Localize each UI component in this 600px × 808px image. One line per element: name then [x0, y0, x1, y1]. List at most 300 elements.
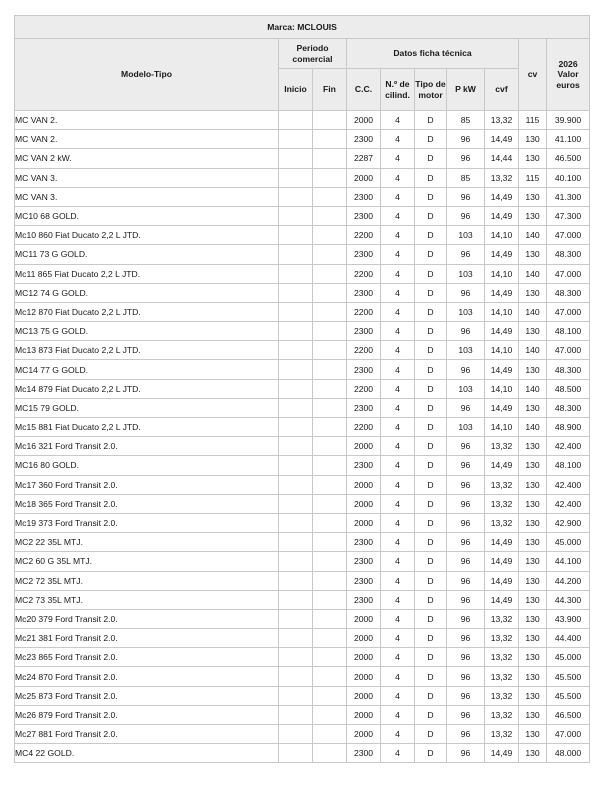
cylinders-cell: 4	[381, 418, 415, 437]
cc-cell: 2300	[347, 130, 381, 149]
engine-type-cell: D	[415, 168, 447, 187]
cylinders-cell: 4	[381, 111, 415, 130]
power-kw-cell: 96	[447, 705, 485, 724]
cylinders-cell: 4	[381, 206, 415, 225]
engine-type-cell: D	[415, 494, 447, 513]
cvf-cell: 14,10	[485, 418, 519, 437]
cylinders-cell: 4	[381, 533, 415, 552]
cv-cell: 130	[519, 245, 547, 264]
engine-type-cell: D	[415, 590, 447, 609]
cc-cell: 2000	[347, 609, 381, 628]
cc-cell: 2000	[347, 494, 381, 513]
end-cell	[313, 302, 347, 321]
power-kw-cell: 96	[447, 130, 485, 149]
cc-cell: 2300	[347, 322, 381, 341]
value-cell: 48.300	[547, 360, 590, 379]
cvf-cell: 13,32	[485, 725, 519, 744]
table-row	[15, 629, 590, 648]
power-kw-cell: 96	[447, 629, 485, 648]
power-kw-cell: 96	[447, 245, 485, 264]
end-cell	[313, 571, 347, 590]
cylinders-cell: 4	[381, 149, 415, 168]
table-row	[15, 130, 590, 149]
model-cell: MC2 73 35L MTJ.	[15, 590, 279, 609]
model-cell: MC10 68 GOLD.	[15, 206, 279, 225]
table-body	[15, 111, 590, 763]
cvf-cell: 14,49	[485, 744, 519, 763]
cylinders-cell: 4	[381, 226, 415, 245]
power-kw-cell: 103	[447, 264, 485, 283]
cylinders-cell: 4	[381, 168, 415, 187]
end-cell	[313, 187, 347, 206]
engine-type-cell: D	[415, 475, 447, 494]
power-kw-cell: 96	[447, 360, 485, 379]
cc-cell: 2300	[347, 398, 381, 417]
start-cell	[279, 571, 313, 590]
value-cell: 48.300	[547, 398, 590, 417]
cc-cell: 2000	[347, 686, 381, 705]
cylinders-cell: 4	[381, 398, 415, 417]
engine-type-cell: D	[415, 130, 447, 149]
table-row	[15, 245, 590, 264]
engine-type-cell: D	[415, 245, 447, 264]
cv-cell: 140	[519, 226, 547, 245]
cc-cell: 2300	[347, 533, 381, 552]
cc-cell: 2300	[347, 360, 381, 379]
cylinders-cell: 4	[381, 571, 415, 590]
start-cell	[279, 513, 313, 532]
cv-cell: 130	[519, 552, 547, 571]
cvf-cell: 14,44	[485, 149, 519, 168]
cvf-cell: 14,49	[485, 571, 519, 590]
cvf-cell: 13,32	[485, 648, 519, 667]
value-cell: 46.500	[547, 149, 590, 168]
header-engine-type: Tipo de motor	[415, 69, 447, 111]
value-cell: 48.100	[547, 322, 590, 341]
cc-cell: 2000	[347, 437, 381, 456]
end-cell	[313, 552, 347, 571]
start-cell	[279, 494, 313, 513]
start-cell	[279, 705, 313, 724]
start-cell	[279, 245, 313, 264]
cvf-cell: 14,49	[485, 206, 519, 225]
header-cylinders: N.º de cilind.	[381, 69, 415, 111]
model-cell: Mc20 379 Ford Transit 2.0.	[15, 609, 279, 628]
value-cell: 45.500	[547, 667, 590, 686]
engine-type-cell: D	[415, 341, 447, 360]
cvf-cell: 14,49	[485, 590, 519, 609]
table-row	[15, 418, 590, 437]
cvf-cell: 14,49	[485, 245, 519, 264]
start-cell	[279, 111, 313, 130]
cc-cell: 2300	[347, 571, 381, 590]
table-row	[15, 302, 590, 321]
start-cell	[279, 475, 313, 494]
table-row	[15, 149, 590, 168]
engine-type-cell: D	[415, 283, 447, 302]
cvf-cell: 14,10	[485, 341, 519, 360]
model-cell: Mc15 881 Fiat Ducato 2,2 L JTD.	[15, 418, 279, 437]
model-cell: MC16 80 GOLD.	[15, 456, 279, 475]
table-row	[15, 360, 590, 379]
value-cell: 42.400	[547, 494, 590, 513]
table-row	[15, 513, 590, 532]
table-row	[15, 283, 590, 302]
header-cvf: cvf	[485, 69, 519, 111]
cvf-cell: 14,10	[485, 264, 519, 283]
power-kw-cell: 85	[447, 168, 485, 187]
table-row	[15, 264, 590, 283]
model-cell: MC VAN 2.	[15, 111, 279, 130]
cvf-cell: 14,49	[485, 322, 519, 341]
cvf-cell: 14,49	[485, 552, 519, 571]
model-cell: Mc16 321 Ford Transit 2.0.	[15, 437, 279, 456]
start-cell	[279, 206, 313, 225]
value-cell: 48.100	[547, 456, 590, 475]
end-cell	[313, 168, 347, 187]
value-cell: 47.000	[547, 302, 590, 321]
start-cell	[279, 341, 313, 360]
model-cell: MC2 60 G 35L MTJ.	[15, 552, 279, 571]
cv-cell: 130	[519, 149, 547, 168]
value-cell: 48.000	[547, 744, 590, 763]
cv-cell: 140	[519, 264, 547, 283]
model-cell: Mc13 873 Fiat Ducato 2,2 L JTD.	[15, 341, 279, 360]
power-kw-cell: 103	[447, 418, 485, 437]
engine-type-cell: D	[415, 629, 447, 648]
cylinders-cell: 4	[381, 725, 415, 744]
cvf-cell: 13,32	[485, 609, 519, 628]
power-kw-cell: 103	[447, 302, 485, 321]
end-cell	[313, 744, 347, 763]
cc-cell: 2300	[347, 552, 381, 571]
end-cell	[313, 629, 347, 648]
cvf-cell: 14,10	[485, 302, 519, 321]
cc-cell: 2000	[347, 111, 381, 130]
power-kw-cell: 103	[447, 341, 485, 360]
header-start: Inicio	[279, 69, 313, 111]
power-kw-cell: 96	[447, 648, 485, 667]
cc-cell: 2200	[347, 226, 381, 245]
engine-type-cell: D	[415, 456, 447, 475]
table-row	[15, 168, 590, 187]
cc-cell: 2000	[347, 513, 381, 532]
start-cell	[279, 187, 313, 206]
start-cell	[279, 322, 313, 341]
value-cell: 44.200	[547, 571, 590, 590]
cvf-cell: 13,32	[485, 437, 519, 456]
model-cell: Mc17 360 Ford Transit 2.0.	[15, 475, 279, 494]
cylinders-cell: 4	[381, 686, 415, 705]
end-cell	[313, 609, 347, 628]
value-cell: 48.300	[547, 245, 590, 264]
end-cell	[313, 245, 347, 264]
model-cell: MC14 77 G GOLD.	[15, 360, 279, 379]
end-cell	[313, 264, 347, 283]
table-row	[15, 398, 590, 417]
table-row	[15, 379, 590, 398]
value-cell: 46.500	[547, 705, 590, 724]
cc-cell: 2000	[347, 705, 381, 724]
header-value: 2026 Valor euros	[547, 39, 590, 111]
power-kw-cell: 96	[447, 686, 485, 705]
cvf-cell: 13,32	[485, 168, 519, 187]
end-cell	[313, 456, 347, 475]
power-kw-cell: 96	[447, 206, 485, 225]
cc-cell: 2300	[347, 283, 381, 302]
cv-cell: 130	[519, 648, 547, 667]
end-cell	[313, 533, 347, 552]
table-row	[15, 571, 590, 590]
model-cell: Mc11 865 Fiat Ducato 2,2 L JTD.	[15, 264, 279, 283]
table-row	[15, 437, 590, 456]
cc-cell: 2300	[347, 206, 381, 225]
model-cell: MC11 73 G GOLD.	[15, 245, 279, 264]
cylinders-cell: 4	[381, 322, 415, 341]
table-row	[15, 667, 590, 686]
start-cell	[279, 226, 313, 245]
power-kw-cell: 103	[447, 379, 485, 398]
cc-cell: 2300	[347, 456, 381, 475]
cvf-cell: 14,49	[485, 130, 519, 149]
end-cell	[313, 341, 347, 360]
engine-type-cell: D	[415, 571, 447, 590]
cv-cell: 130	[519, 513, 547, 532]
cv-cell: 130	[519, 629, 547, 648]
cc-cell: 2200	[347, 418, 381, 437]
start-cell	[279, 667, 313, 686]
cc-cell: 2200	[347, 302, 381, 321]
cc-cell: 2000	[347, 629, 381, 648]
start-cell	[279, 149, 313, 168]
start-cell	[279, 456, 313, 475]
table-row	[15, 226, 590, 245]
cvf-cell: 13,32	[485, 494, 519, 513]
engine-type-cell: D	[415, 744, 447, 763]
power-kw-cell: 85	[447, 111, 485, 130]
cylinders-cell: 4	[381, 590, 415, 609]
engine-type-cell: D	[415, 725, 447, 744]
cylinders-cell: 4	[381, 302, 415, 321]
cv-cell: 130	[519, 609, 547, 628]
power-kw-cell: 96	[447, 609, 485, 628]
end-cell	[313, 686, 347, 705]
engine-type-cell: D	[415, 322, 447, 341]
table-row	[15, 533, 590, 552]
value-cell: 44.100	[547, 552, 590, 571]
power-kw-cell: 96	[447, 149, 485, 168]
header-cv: cv	[519, 39, 547, 111]
start-cell	[279, 533, 313, 552]
cv-cell: 130	[519, 725, 547, 744]
start-cell	[279, 744, 313, 763]
end-cell	[313, 322, 347, 341]
value-cell: 47.000	[547, 341, 590, 360]
table-row	[15, 609, 590, 628]
model-cell: MC15 79 GOLD.	[15, 398, 279, 417]
end-cell	[313, 667, 347, 686]
engine-type-cell: D	[415, 437, 447, 456]
model-cell: Mc27 881 Ford Transit 2.0.	[15, 725, 279, 744]
start-cell	[279, 552, 313, 571]
power-kw-cell: 96	[447, 744, 485, 763]
table-row	[15, 725, 590, 744]
vehicle-valuation-table	[14, 15, 590, 763]
header-model: Modelo-Tipo	[15, 39, 279, 111]
cv-cell: 140	[519, 379, 547, 398]
cylinders-cell: 4	[381, 379, 415, 398]
cc-cell: 2287	[347, 149, 381, 168]
cv-cell: 130	[519, 187, 547, 206]
end-cell	[313, 418, 347, 437]
model-cell: MC4 22 GOLD.	[15, 744, 279, 763]
end-cell	[313, 513, 347, 532]
end-cell	[313, 206, 347, 225]
engine-type-cell: D	[415, 379, 447, 398]
cc-cell: 2000	[347, 667, 381, 686]
power-kw-cell: 96	[447, 494, 485, 513]
power-kw-cell: 96	[447, 437, 485, 456]
model-cell: Mc10 860 Fiat Ducato 2,2 L JTD.	[15, 226, 279, 245]
cylinders-cell: 4	[381, 341, 415, 360]
start-cell	[279, 360, 313, 379]
model-cell: Mc19 373 Ford Transit 2.0.	[15, 513, 279, 532]
start-cell	[279, 629, 313, 648]
model-cell: Mc24 870 Ford Transit 2.0.	[15, 667, 279, 686]
cc-cell: 2000	[347, 648, 381, 667]
header-end: Fin	[313, 69, 347, 111]
cylinders-cell: 4	[381, 360, 415, 379]
engine-type-cell: D	[415, 398, 447, 417]
power-kw-cell: 96	[447, 552, 485, 571]
power-kw-cell: 96	[447, 322, 485, 341]
cv-cell: 140	[519, 341, 547, 360]
model-cell: MC13 75 G GOLD.	[15, 322, 279, 341]
power-kw-cell: 103	[447, 226, 485, 245]
power-kw-cell: 96	[447, 590, 485, 609]
cylinders-cell: 4	[381, 456, 415, 475]
start-cell	[279, 379, 313, 398]
cvf-cell: 13,32	[485, 475, 519, 494]
value-cell: 42.400	[547, 437, 590, 456]
cv-cell: 130	[519, 360, 547, 379]
header-period: Periodo comercial	[279, 39, 347, 69]
model-cell: Mc12 870 Fiat Ducato 2,2 L JTD.	[15, 302, 279, 321]
header-cc: C.C.	[347, 69, 381, 111]
cvf-cell: 14,49	[485, 456, 519, 475]
value-cell: 45.000	[547, 533, 590, 552]
start-cell	[279, 609, 313, 628]
power-kw-cell: 96	[447, 283, 485, 302]
cylinders-cell: 4	[381, 705, 415, 724]
model-cell: MC VAN 2 kW.	[15, 149, 279, 168]
cylinders-cell: 4	[381, 513, 415, 532]
cvf-cell: 14,49	[485, 398, 519, 417]
cv-cell: 130	[519, 206, 547, 225]
start-cell	[279, 130, 313, 149]
value-cell: 44.300	[547, 590, 590, 609]
end-cell	[313, 437, 347, 456]
cvf-cell: 14,10	[485, 226, 519, 245]
cylinders-cell: 4	[381, 437, 415, 456]
end-cell	[313, 130, 347, 149]
cvf-cell: 13,32	[485, 111, 519, 130]
start-cell	[279, 648, 313, 667]
cylinders-cell: 4	[381, 130, 415, 149]
cvf-cell: 14,49	[485, 283, 519, 302]
cv-cell: 130	[519, 475, 547, 494]
engine-type-cell: D	[415, 226, 447, 245]
table-row	[15, 456, 590, 475]
value-cell: 41.100	[547, 130, 590, 149]
power-kw-cell: 96	[447, 187, 485, 206]
value-cell: 45.000	[547, 648, 590, 667]
start-cell	[279, 686, 313, 705]
cc-cell: 2300	[347, 744, 381, 763]
value-cell: 42.400	[547, 475, 590, 494]
model-cell: Mc18 365 Ford Transit 2.0.	[15, 494, 279, 513]
engine-type-cell: D	[415, 667, 447, 686]
cv-cell: 130	[519, 130, 547, 149]
table-row	[15, 552, 590, 571]
cc-cell: 2000	[347, 168, 381, 187]
table-row	[15, 705, 590, 724]
engine-type-cell: D	[415, 111, 447, 130]
cv-cell: 130	[519, 571, 547, 590]
cc-cell: 2000	[347, 725, 381, 744]
end-cell	[313, 379, 347, 398]
value-cell: 47.300	[547, 206, 590, 225]
model-cell: Mc26 879 Ford Transit 2.0.	[15, 705, 279, 724]
model-cell: MC12 74 G GOLD.	[15, 283, 279, 302]
cv-cell: 130	[519, 667, 547, 686]
value-cell: 42.900	[547, 513, 590, 532]
engine-type-cell: D	[415, 264, 447, 283]
cc-cell: 2000	[347, 475, 381, 494]
engine-type-cell: D	[415, 533, 447, 552]
header-power-kw: P kW	[447, 69, 485, 111]
engine-type-cell: D	[415, 302, 447, 321]
power-kw-cell: 96	[447, 475, 485, 494]
value-cell: 48.500	[547, 379, 590, 398]
model-cell: MC2 22 35L MTJ.	[15, 533, 279, 552]
cylinders-cell: 4	[381, 744, 415, 763]
engine-type-cell: D	[415, 609, 447, 628]
cc-cell: 2200	[347, 264, 381, 283]
engine-type-cell: D	[415, 149, 447, 168]
start-cell	[279, 590, 313, 609]
model-cell: MC VAN 3.	[15, 187, 279, 206]
cc-cell: 2300	[347, 590, 381, 609]
end-cell	[313, 590, 347, 609]
cv-cell: 115	[519, 168, 547, 187]
cv-cell: 130	[519, 322, 547, 341]
cvf-cell: 13,32	[485, 667, 519, 686]
table-row	[15, 341, 590, 360]
cv-cell: 130	[519, 686, 547, 705]
value-cell: 47.000	[547, 725, 590, 744]
power-kw-cell: 96	[447, 513, 485, 532]
cv-cell: 115	[519, 111, 547, 130]
power-kw-cell: 96	[447, 533, 485, 552]
start-cell	[279, 168, 313, 187]
cv-cell: 130	[519, 705, 547, 724]
cvf-cell: 13,32	[485, 705, 519, 724]
table-row	[15, 206, 590, 225]
cylinders-cell: 4	[381, 283, 415, 302]
engine-type-cell: D	[415, 418, 447, 437]
cv-cell: 130	[519, 456, 547, 475]
